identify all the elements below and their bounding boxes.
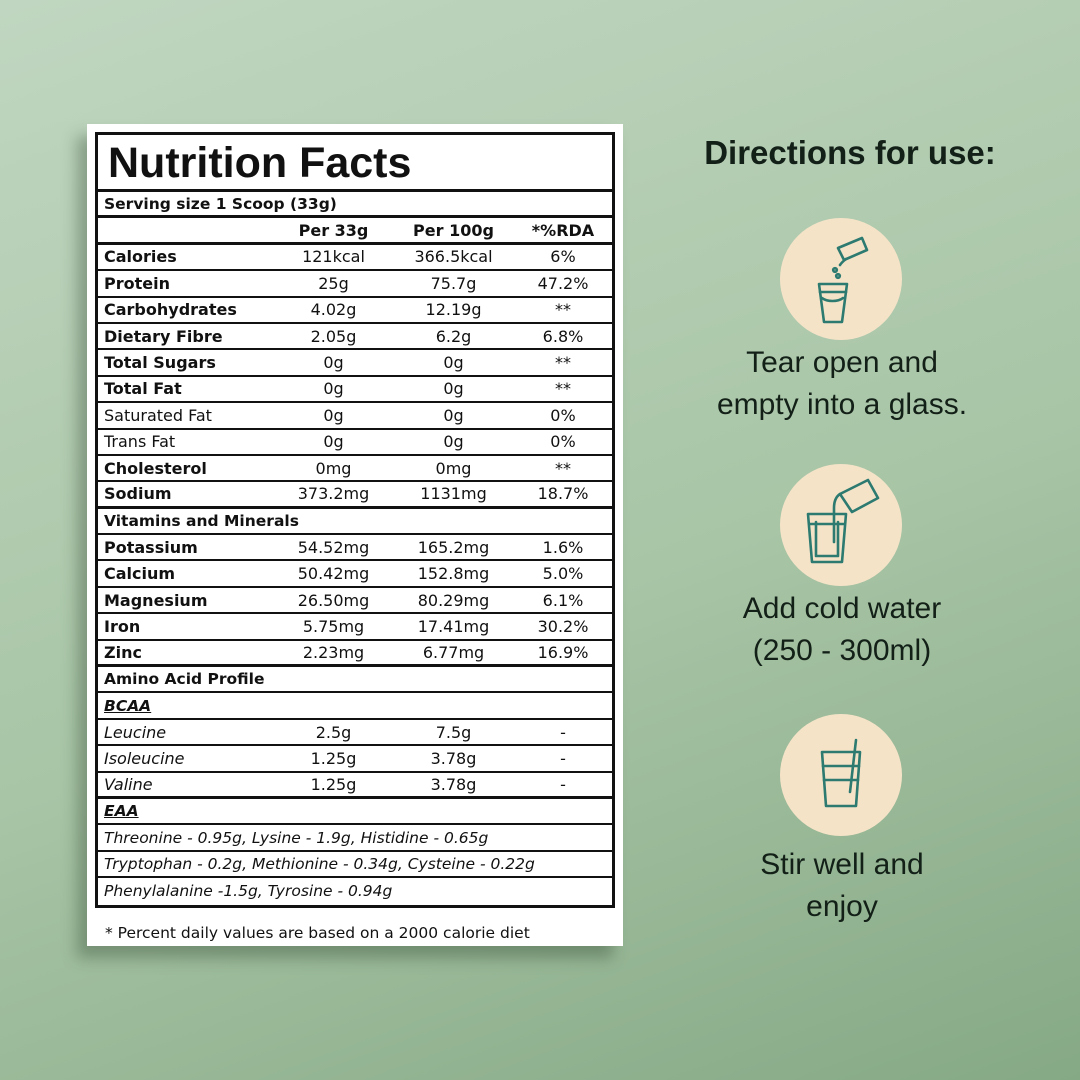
nutrient-per100: 366.5kcal <box>414 247 493 267</box>
bcaa-rda: - <box>560 774 566 794</box>
bcaa-row-isoleucine <box>98 746 612 772</box>
vitamin-name: Iron <box>104 616 141 636</box>
vitamin-row-iron <box>98 614 612 640</box>
bcaa-per33: 1.25g <box>310 774 357 794</box>
step-1-line-1: Tear open and <box>746 346 938 379</box>
nutrient-per100: 6.2g <box>435 326 472 346</box>
nutrient-row-sodium <box>98 482 612 508</box>
vitamin-row-potassium <box>98 535 612 561</box>
bcaa-rda: - <box>560 722 566 742</box>
vitamin-per100: 165.2mg <box>417 537 490 557</box>
bcaa-row-leucine <box>98 720 612 746</box>
nutrient-per33: 0mg <box>315 458 352 478</box>
vitamins-header-row <box>98 509 612 535</box>
water-pour-glass-icon <box>780 464 902 586</box>
nutrient-row-carbohydrates <box>98 298 612 324</box>
nutrient-row-total-fat <box>98 377 612 403</box>
amino-header-row <box>98 667 612 693</box>
serving-size-row <box>98 192 612 218</box>
nutrient-name: Carbohydrates <box>104 300 237 320</box>
step-3-line-1: Stir well and <box>760 848 924 881</box>
nutrient-row-protein <box>98 271 612 297</box>
eaa-line <box>98 878 612 904</box>
nutrient-name: Dietary Fibre <box>104 326 223 346</box>
bcaa-header-row <box>98 693 612 719</box>
directions-title: Directions for use: <box>704 134 996 171</box>
bcaa-per33: 2.5g <box>315 722 352 742</box>
eaa-header-row <box>98 799 612 825</box>
step-1-line-2: empty into a glass. <box>716 388 968 421</box>
vitamin-per33: 26.50mg <box>297 590 370 610</box>
nutrient-per100: 0g <box>443 432 464 452</box>
nutrient-per100: 0mg <box>435 458 472 478</box>
column-header-row <box>98 218 612 244</box>
nutrient-rda: 6.8% <box>542 326 584 346</box>
nutrient-per33: 2.05g <box>310 326 357 346</box>
nutrient-rda: ** <box>555 300 571 320</box>
step-2-line-1: Add cold water <box>742 592 942 625</box>
step-1-text <box>650 342 1034 426</box>
serving-size-text: Serving size 1 Scoop (33g) <box>104 194 337 213</box>
nutrient-name: Saturated Fat <box>104 405 212 425</box>
vitamin-per100: 17.41mg <box>417 616 490 636</box>
nutrient-rda: 47.2% <box>537 273 589 293</box>
sachet-pour-glass-icon <box>780 218 902 340</box>
nutrient-name: Total Sugars <box>104 353 216 373</box>
vitamin-name: Potassium <box>104 537 198 557</box>
bcaa-row-valine <box>98 773 612 799</box>
vitamin-rda: 6.1% <box>542 590 584 610</box>
bcaa-per100: 3.78g <box>430 748 477 768</box>
bcaa-name: Isoleucine <box>104 748 185 768</box>
nutrient-per33: 4.02g <box>310 300 357 320</box>
vitamin-name: Calcium <box>104 564 176 584</box>
vitamin-per33: 2.23mg <box>302 642 365 662</box>
nutrient-row-trans-fat <box>98 430 612 456</box>
nutrient-per100: 1131mg <box>420 484 487 504</box>
nutrient-per100: 0g <box>443 353 464 373</box>
glass-with-straw-icon <box>780 714 902 836</box>
vitamin-per100: 80.29mg <box>417 590 490 610</box>
vitamin-name: Zinc <box>104 642 142 662</box>
vitamin-per33: 5.75mg <box>302 616 365 636</box>
vitamin-row-magnesium <box>98 588 612 614</box>
nutrient-per33: 121kcal <box>302 247 365 267</box>
vitamin-per33: 54.52mg <box>297 537 370 557</box>
nutrient-per33: 0g <box>323 353 344 373</box>
vitamin-per100: 152.8mg <box>417 564 490 584</box>
nutrient-rda: ** <box>555 458 571 478</box>
nutrient-row-dietary-fibre <box>98 324 612 350</box>
nutrient-rda: 0% <box>550 405 576 425</box>
eaa-header: EAA <box>104 802 139 821</box>
nutrient-rda: 0% <box>550 432 576 452</box>
nutrient-rda: 18.7% <box>537 484 589 504</box>
vitamin-rda: 30.2% <box>537 616 589 636</box>
nutrient-per33: 0g <box>323 432 344 452</box>
vitamin-row-calcium <box>98 561 612 587</box>
vitamins-header: Vitamins and Minerals <box>104 511 299 530</box>
nutrient-row-calories <box>98 245 612 271</box>
vitamin-rda: 5.0% <box>542 564 584 584</box>
nutrient-name: Trans Fat <box>104 432 176 452</box>
vitamin-name: Magnesium <box>104 590 208 610</box>
bcaa-per100: 7.5g <box>435 722 472 742</box>
bcaa-per100: 3.78g <box>430 774 477 794</box>
nutrient-row-saturated-fat <box>98 403 612 429</box>
nutrient-row-cholesterol <box>98 456 612 482</box>
eaa-line <box>98 825 612 851</box>
nutrient-name: Cholesterol <box>104 458 207 478</box>
amino-acid-header: Amino Acid Profile <box>104 670 265 689</box>
eaa-line-text: Tryptophan - 0.2g, Methionine - 0.34g, Cysteine - 0.22g <box>104 854 535 873</box>
nutrient-per33: 0g <box>323 379 344 399</box>
column-header-per33: Per 33g <box>298 220 369 240</box>
nutrition-label-card <box>87 124 623 946</box>
vitamin-per100: 6.77mg <box>422 642 485 662</box>
nutrient-per100: 12.19g <box>425 300 482 320</box>
nutrient-rda: ** <box>555 353 571 373</box>
nutrient-per100: 0g <box>443 379 464 399</box>
vitamin-rda: 16.9% <box>537 642 589 662</box>
nutrient-per33: 373.2mg <box>297 484 370 504</box>
step-2-line-2: (250 - 300ml) <box>752 634 932 667</box>
nutrition-facts-panel <box>95 132 615 908</box>
nutrition-facts-title: Nutrition Facts <box>98 135 612 192</box>
nutrient-rda: 6% <box>550 247 576 267</box>
nutrient-per33: 25g <box>318 273 349 293</box>
vitamin-per33: 50.42mg <box>297 564 370 584</box>
nutrient-per100: 0g <box>443 405 464 425</box>
eaa-line <box>98 852 612 878</box>
nutrient-name: Total Fat <box>104 379 182 399</box>
nutrient-name: Sodium <box>104 484 172 504</box>
bcaa-name: Leucine <box>104 722 167 742</box>
eaa-line-text: Phenylalanine -1.5g, Tyrosine - 0.94g <box>104 882 393 901</box>
nutrient-per100: 75.7g <box>430 273 477 293</box>
rda-footnote: * Percent daily values are based on a 2000 calorie diet <box>105 924 530 942</box>
bcaa-per33: 1.25g <box>310 748 357 768</box>
step-2-text <box>650 588 1034 672</box>
vitamin-rda: 1.6% <box>542 537 584 557</box>
bcaa-name: Valine <box>104 774 153 794</box>
bcaa-header: BCAA <box>104 696 152 715</box>
vitamin-row-zinc <box>98 641 612 667</box>
step-3-line-2: enjoy <box>806 890 878 923</box>
nutrient-per33: 0g <box>323 405 344 425</box>
nutrient-name: Protein <box>104 273 170 293</box>
step-3-text <box>650 844 1034 928</box>
bcaa-rda: - <box>560 748 566 768</box>
column-header-rda: *%RDA <box>531 220 595 240</box>
nutrient-rda: ** <box>555 379 571 399</box>
nutrient-name: Calories <box>104 247 177 267</box>
nutrient-row-total-sugars <box>98 350 612 376</box>
eaa-line-text: Threonine - 0.95g, Lysine - 1.9g, Histidine - 0.65g <box>104 828 489 847</box>
column-header-per100: Per 100g <box>413 220 494 240</box>
